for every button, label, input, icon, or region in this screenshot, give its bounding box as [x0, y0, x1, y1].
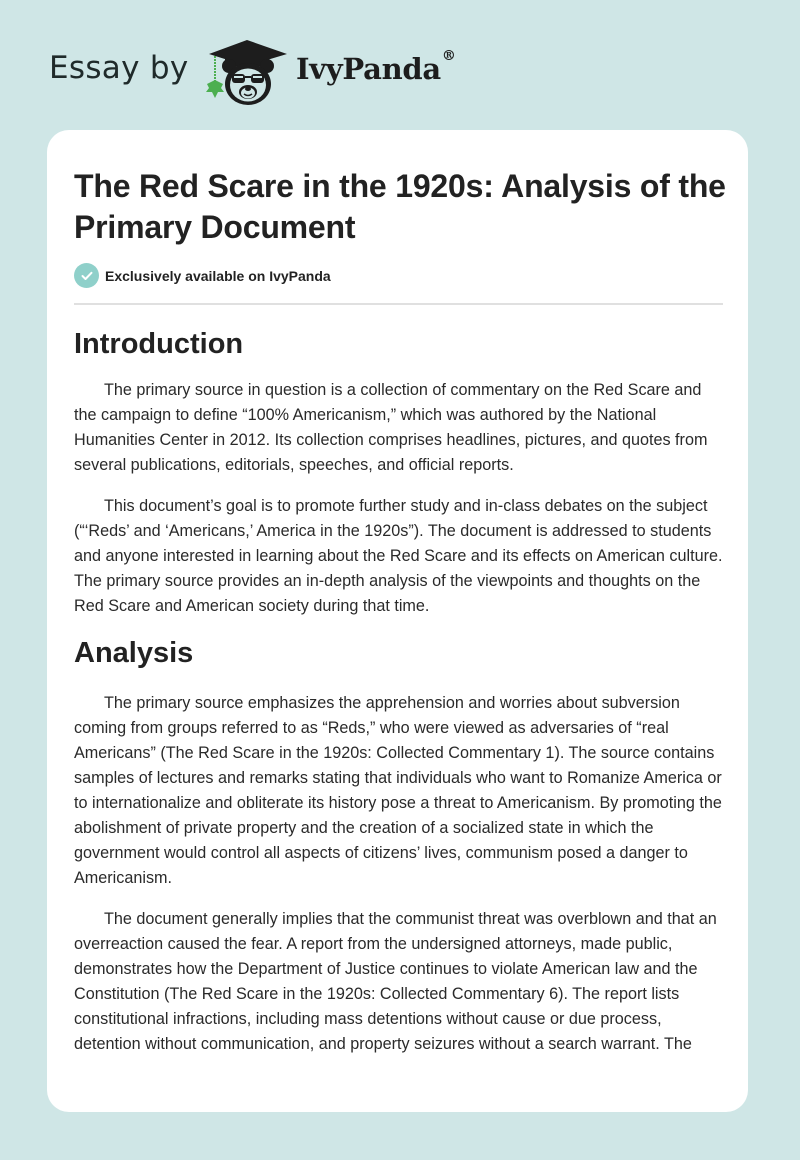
registered-mark: ®: [441, 48, 456, 64]
check-circle-icon: [74, 263, 99, 288]
section-heading: Analysis: [74, 637, 194, 669]
exclusive-badge: [74, 263, 331, 288]
section-heading: Introduction: [74, 328, 244, 360]
paragraph: The primary source in question is a collection of commentary on the Red Scare and the campaign to define “100% Americanism,” which was authored by the National Humanities Center in 2012. Its collection comprises headlines, pictures, and quotes from several publications, editorials, speeches, and official reports.: [74, 381, 708, 474]
badge-text: Exclusively available on IvyPanda: [105, 267, 331, 284]
article-card: [47, 130, 748, 1112]
article-body: [74, 326, 726, 1073]
paragraph: The primary source emphasizes the apprehension and worries about subversion coming from groups referred to as “Reds,” who were viewed as adversaries of “real Americans” (The Red Scare in the 1920s: Collected Commentary 1). The source contains samples of lectures and remarks stating that individuals who want to Romanize America or to internationalize and obliterate its history pose a threat to Americanism. By promoting the abolishment of private property and the creation of a socialized state in which the government would control all aspects of citizens’ lives, communism posed a danger to Americanism.: [74, 694, 722, 887]
article-title: The Red Scare in the 1920s: Analysis of the Primary Document: [74, 168, 726, 245]
title-divider: [74, 303, 723, 305]
panda-logo-icon[interactable]: [203, 36, 291, 108]
section-introduction: [74, 326, 726, 619]
paragraph: The document generally implies that the communist threat was overblown and that an overreaction caused the fear. A report from the undersigned attorneys, made public, demonstrates how the Department of Justice continues to violate American law and the Constitution (The Red Scare in the 1920s: Collected Commentary 6). The report lists constitutional infractions, including mass detentions without cause or due process, detention without communication, and property seizures without a search warrant. The: [74, 910, 717, 1053]
essay-by-label: Essay by: [49, 50, 189, 86]
section-analysis: [74, 635, 726, 1057]
paragraph: This document’s goal is to promote further study and in-class debates on the subject (“‘Reds’ and ‘Americans,’ America in the 1920s”). The document is addressed to students and anyone interested in learning about the Red Scare and its effects on American culture. The primary source provides an in-depth analysis of the viewpoints and thoughts on the Red Scare and American society during that time.: [74, 497, 723, 615]
site-header: [0, 0, 800, 130]
brand-name[interactable]: [296, 48, 456, 86]
brand-text: IvyPanda: [296, 52, 441, 86]
